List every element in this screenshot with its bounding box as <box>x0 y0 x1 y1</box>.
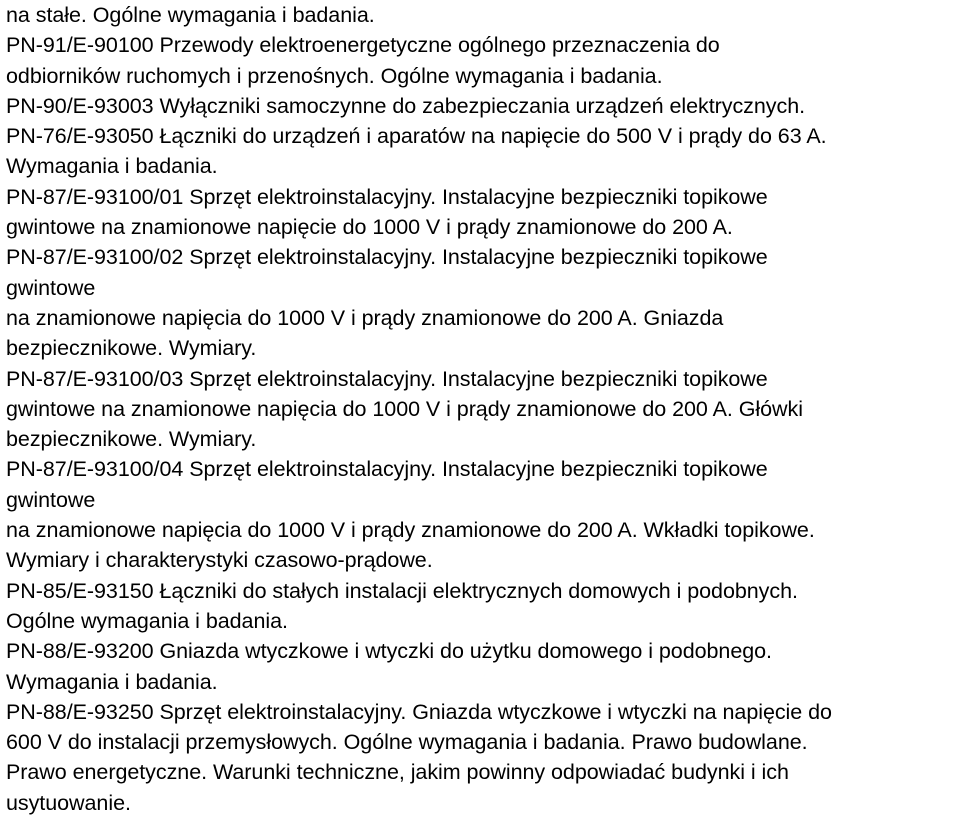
text-line: PN-76/E-93050 Łączniki do urządzeń i aparatów na napięcie do 500 V i prądy do 63 A. <box>6 124 827 149</box>
text-line: na znamionowe napięcia do 1000 V i prądy znamionowe do 200 A. Wkładki topikowe. <box>6 518 815 543</box>
text-line: PN-91/E-90100 Przewody elektroenergetyczne ogólnego przeznaczenia do <box>6 33 720 58</box>
text-line: gwintowe <box>6 275 96 300</box>
text-line: PN-87/E-93100/01 Sprzęt elektroinstalacyjny. Instalacyjne bezpieczniki topikowe <box>6 184 768 209</box>
text-line: na znamionowe napięcia do 1000 V i prądy znamionowe do 200 A. Gniazda <box>6 305 724 330</box>
text-line: bezpiecznikowe. Wymiary. <box>6 336 257 361</box>
text-line: PN-87/E-93100/03 Sprzęt elektroinstalacyjny. Instalacyjne bezpieczniki topikowe <box>6 366 768 391</box>
text-line: Prawo energetyczne. Warunki techniczne, jakim powinny odpowiadać budynki i ich <box>6 760 789 785</box>
text-line: PN-87/E-93100/04 Sprzęt elektroinstalacyjny. Instalacyjne bezpieczniki topikowe <box>6 457 768 482</box>
text-line: odbiorników ruchomych i przenośnych. Ogólne wymagania i badania. <box>6 63 663 88</box>
text-line: Ogólne wymagania i badania. <box>6 608 288 633</box>
text-line: bezpiecznikowe. Wymiary. <box>6 427 257 452</box>
text-line: gwintowe na znamionowe napięcie do 1000 V i prądy znamionowe do 200 A. <box>6 215 733 240</box>
text-line: Wymiary i charakterystyki czasowo-prądowe. <box>6 548 433 573</box>
text-line: PN-85/E-93150 Łączniki do stałych instalacji elektrycznych domowych i podobnych. <box>6 578 798 603</box>
document-page <box>6 0 958 818</box>
text-line: usytuowanie. <box>6 790 131 815</box>
text-line: PN-88/E-93250 Sprzęt elektroinstalacyjny. Gniazda wtyczkowe i wtyczki na napięcie do <box>6 699 832 724</box>
text-line: na stałe. Ogólne wymagania i badania. <box>6 3 375 27</box>
text-line: Wymagania i badania. <box>6 669 218 694</box>
text-line: 600 V do instalacji przemysłowych. Ogólne wymagania i badania. Prawo budowlane. <box>6 730 808 755</box>
text-line: gwintowe <box>6 487 96 512</box>
text-line: PN-87/E-93100/02 Sprzęt elektroinstalacyjny. Instalacyjne bezpieczniki topikowe <box>6 245 768 270</box>
text-line: gwintowe na znamionowe napięcia do 1000 V i prądy znamionowe do 200 A. Główki <box>6 396 803 421</box>
text-line: PN-90/E-93003 Wyłączniki samoczynne do zabezpieczania urządzeń elektrycznych. <box>6 93 806 118</box>
text-line: PN-88/E-93200 Gniazda wtyczkowe i wtyczki do użytku domowego i podobnego. <box>6 639 772 664</box>
text-line: Wymagania i badania. <box>6 154 218 179</box>
